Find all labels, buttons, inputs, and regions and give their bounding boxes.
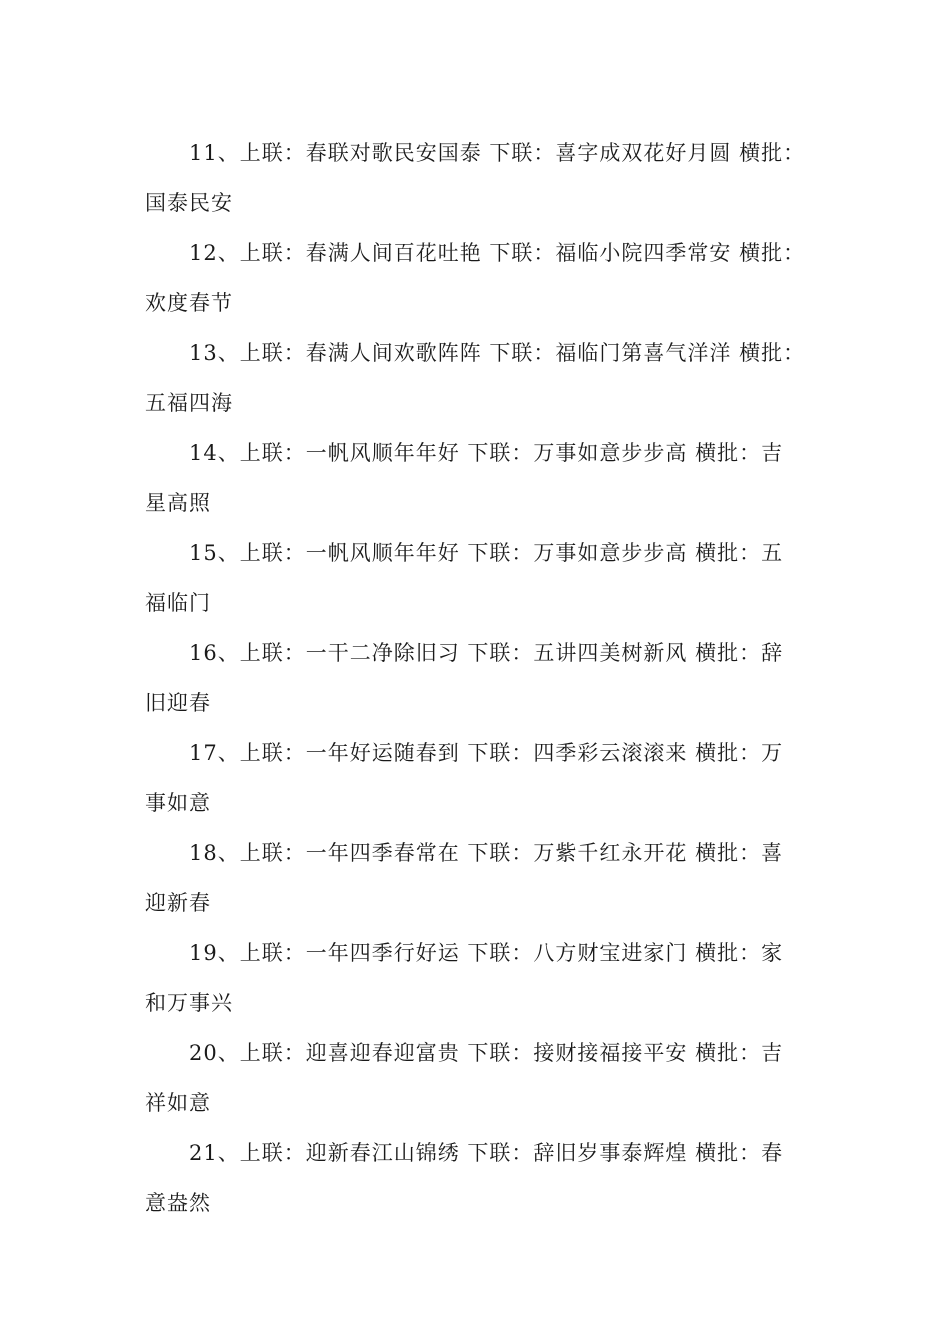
couplet-continuation: 国泰民安 xyxy=(145,191,233,215)
couplet-entry-19 xyxy=(145,928,825,1028)
couplet-line: 17、上联：一年好运随春到 下联：四季彩云滚滚来 横批：万 xyxy=(189,741,784,765)
couplet-entry-16 xyxy=(145,628,825,728)
couplet-continuation: 福临门 xyxy=(145,591,211,615)
couplet-entry-18 xyxy=(145,828,825,928)
couplet-line: 21、上联：迎新春江山锦绣 下联：辞旧岁事泰辉煌 横批：春 xyxy=(189,1141,784,1165)
couplet-continuation: 旧迎春 xyxy=(145,691,211,715)
couplet-continuation: 星高照 xyxy=(145,491,211,515)
couplet-continuation: 欢度春节 xyxy=(145,291,233,315)
couplet-line: 12、上联：春满人间百花吐艳 下联：福临小院四季常安 横批： xyxy=(189,241,806,265)
couplet-line: 18、上联：一年四季春常在 下联：万紫千红永开花 横批：喜 xyxy=(189,841,784,865)
couplet-entry-14 xyxy=(145,428,825,528)
couplet-entry-13 xyxy=(145,328,825,428)
couplet-continuation: 事如意 xyxy=(145,791,211,815)
couplet-entry-12 xyxy=(145,228,825,328)
couplet-line: 16、上联：一干二净除旧习 下联：五讲四美树新风 横批：辞 xyxy=(189,641,784,665)
couplet-continuation: 祥如意 xyxy=(145,1091,211,1115)
document-body xyxy=(145,128,825,1228)
couplet-entry-20 xyxy=(145,1028,825,1128)
couplet-line: 19、上联：一年四季行好运 下联：八方财宝进家门 横批：家 xyxy=(189,941,784,965)
couplet-continuation: 和万事兴 xyxy=(145,991,233,1015)
couplet-entry-21 xyxy=(145,1128,825,1228)
couplet-line: 11、上联：春联对歌民安国泰 下联：喜字成双花好月圆 横批： xyxy=(189,141,806,165)
couplet-line: 14、上联：一帆风顺年年好 下联：万事如意步步高 横批：吉 xyxy=(189,441,784,465)
couplet-line: 20、上联：迎喜迎春迎富贵 下联：接财接福接平安 横批：吉 xyxy=(189,1041,784,1065)
couplet-continuation: 五福四海 xyxy=(145,391,233,415)
couplet-line: 13、上联：春满人间欢歌阵阵 下联：福临门第喜气洋洋 横批： xyxy=(189,341,806,365)
couplet-entry-17 xyxy=(145,728,825,828)
couplet-entry-11 xyxy=(145,128,825,228)
couplet-entry-15 xyxy=(145,528,825,628)
couplet-continuation: 迎新春 xyxy=(145,891,211,915)
couplet-line: 15、上联：一帆风顺年年好 下联：万事如意步步高 横批：五 xyxy=(189,541,784,565)
couplet-continuation: 意盎然 xyxy=(145,1191,211,1215)
